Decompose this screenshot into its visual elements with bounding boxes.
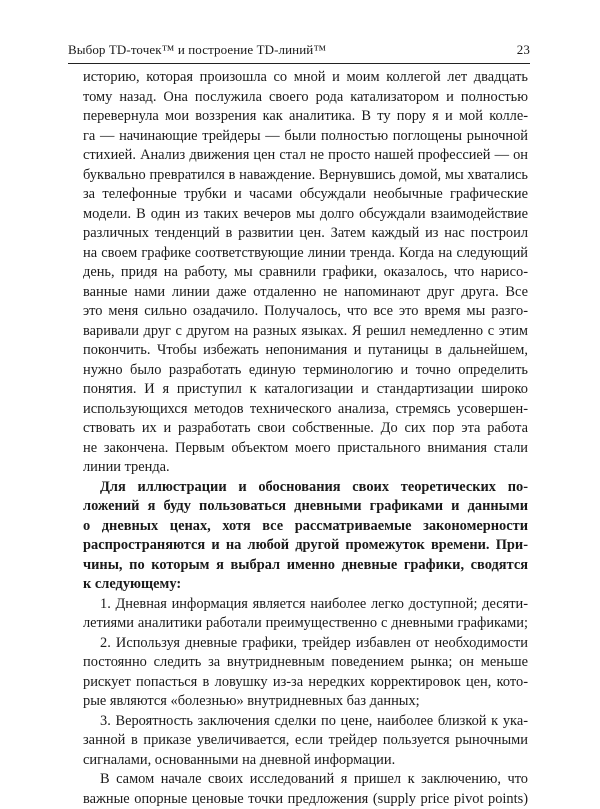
text-line: к следующему: — [83, 575, 528, 595]
paragraph-2 — [83, 478, 528, 595]
text-line: летиями аналитики работали преимущественно с дневными графиками; — [83, 614, 528, 634]
text-line: важные опорные ценовые точки предложения (supply price pivot points) — [83, 790, 528, 809]
page-body — [83, 68, 528, 809]
running-header — [68, 42, 530, 58]
text-line: модели. В один из таких вечеров мы долго обсуждали взаимодействие — [83, 205, 528, 225]
text-line: постоянно следить за внутридневным поведением рынка; он меньше — [83, 653, 528, 673]
text-line: перевернула мои воззрения как аналитика. В ту пору я и мой колле- — [83, 107, 528, 127]
text-line: использующихся методов технического анализа, стремясь усовершен- — [83, 400, 528, 420]
text-line: покончить. Чтобы избежать непонимания и путаницы в дальнейшем, — [83, 341, 528, 361]
text-line: Для иллюстрации и обоснования своих теоретических по- — [83, 478, 528, 498]
page-number: 23 — [517, 42, 530, 58]
list-item-2 — [83, 634, 528, 712]
text-line: варивали друг с другом на разных языках. Я решил немедленно с этим — [83, 322, 528, 342]
paragraph-1 — [83, 68, 528, 478]
text-line: о дневных ценах, хотя все рассматриваемые закономерности — [83, 517, 528, 537]
text-line: рые являются «болезнью» внутридневных баз данных; — [83, 692, 528, 712]
paragraph-3 — [83, 770, 528, 809]
text-line: ложений я буду пользоваться дневными графиками и данными — [83, 497, 528, 517]
text-line: стихией. Анализ движения цен стал не просто нашей профессией — он — [83, 146, 528, 166]
text-line: распространяются и на любой другой промежуток времени. При- — [83, 536, 528, 556]
text-line: 3. Вероятность заключения сделки по цене, наиболее близкой к ука- — [83, 712, 528, 732]
text-line: 2. Используя дневные графики, трейдер избавлен от необходимости — [83, 634, 528, 654]
list-item-1 — [83, 595, 528, 634]
text-line: линии тренда. — [83, 458, 528, 478]
text-line: га — начинающие трейдеры — были полностью поглощены рыночной — [83, 127, 528, 147]
text-line: за телефонные трубки и часами обсуждали необычные графические — [83, 185, 528, 205]
text-line: на своем графике соответствующие линии тренда. Когда на следующий — [83, 244, 528, 264]
text-line: В самом начале своих исследований я пришел к заключению, что — [83, 770, 528, 790]
text-line: нужно было разработать единую терминологию и точно определить — [83, 361, 528, 381]
text-line: сигналами, основанными на дневной информации. — [83, 751, 528, 771]
header-rule — [68, 63, 530, 64]
text-line: рискует попасться в ловушку из-за нередких корректировок цен, кото- — [83, 673, 528, 693]
text-line: тому назад. Она послужила своего рода катализатором и полностью — [83, 88, 528, 108]
text-line: ствовать их и разработать свои собственные. До сих пор эта работа — [83, 419, 528, 439]
text-line: 1. Дневная информация является наиболее легко доступной; десяти- — [83, 595, 528, 615]
text-line: понятия. И я приступил к каталогизации и стандартизации широко — [83, 380, 528, 400]
text-line: чины, по которым я выбрал именно дневные графики, сводятся — [83, 556, 528, 576]
text-line: это меня сильно озадачило. Получалось, что все это время мы разго- — [83, 302, 528, 322]
running-title: Выбор TD-точек™ и построение TD-линий™ — [68, 42, 326, 58]
text-line: буквально превратился в наваждение. Вернувшись домой, мы хватались — [83, 166, 528, 186]
text-line: различных тенденций в развитии цен. Затем каждый из нас построил — [83, 224, 528, 244]
text-line: день, придя на работу, мы сравнили графики, оказалось, что нарисо- — [83, 263, 528, 283]
text-line: историю, которая произошла со мной и моим коллегой лет двадцать — [83, 68, 528, 88]
list-item-3 — [83, 712, 528, 771]
text-line: не закончена. Первым объектом моего пристального внимания стали — [83, 439, 528, 459]
text-line: занной в приказе увеличивается, если трейдер пользуется рыночными — [83, 731, 528, 751]
text-line: ванные нами линии даже отдаленно не напоминают друг друга. Все — [83, 283, 528, 303]
